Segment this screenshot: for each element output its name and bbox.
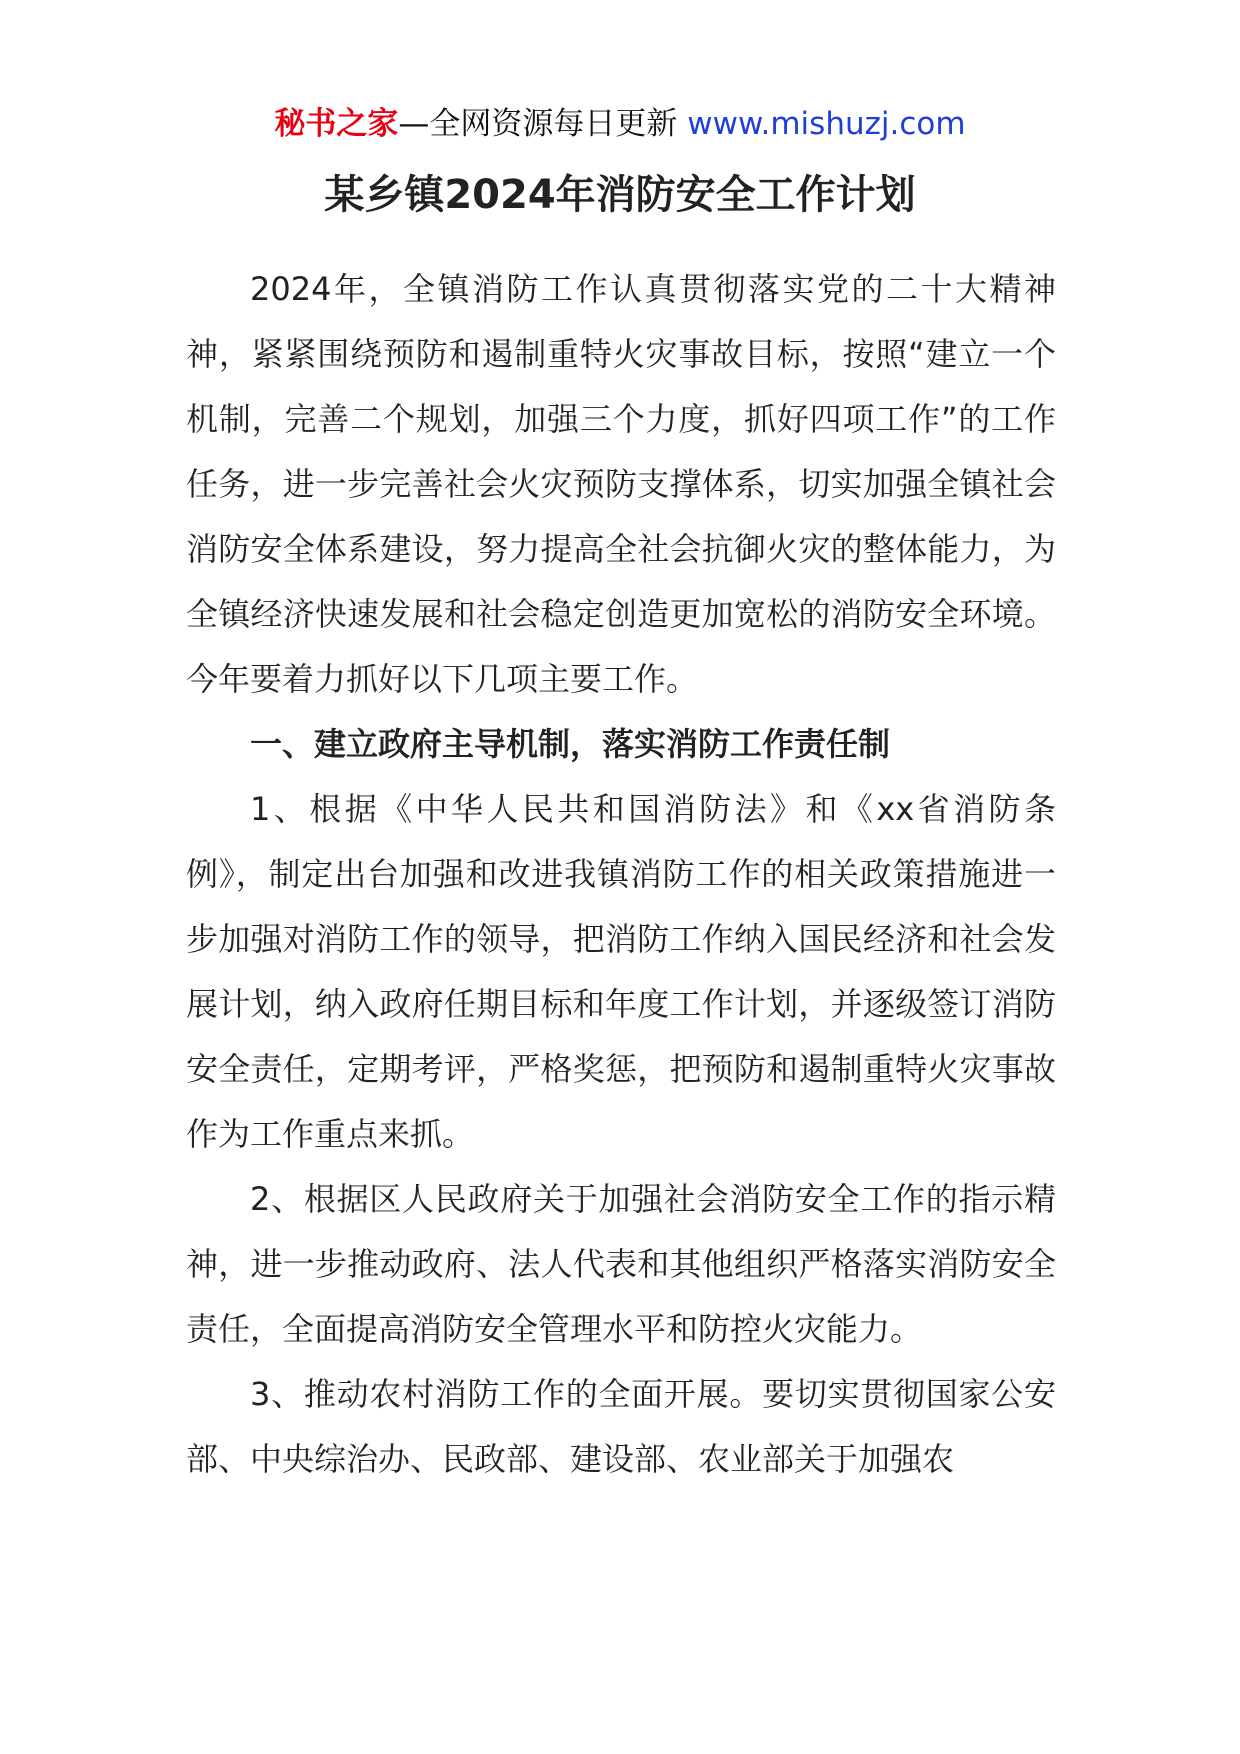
list-item: 1、根据《中华人民共和国消防法》和《xx省消防条例》，制定出台加强和改进我镇消防工作的相关政策措施进一步加强对消防工作的领导，把消防工作纳入国民经济和社会发展计划，纳入政府任期目标和年度工作计划，并逐级签订消防安全责任，定期考评，严格奖惩，把预防和遏制重特火灾事故作为工作重点来抓。 — [186, 790, 1056, 1153]
document-title: 某乡镇2024年消防安全工作计划 — [324, 172, 916, 218]
brand-slogan: —全网资源每日更新 — [398, 106, 678, 142]
intro-paragraph: 2024年，全镇消防工作认真贯彻落实党的二十大精神神，紧紧围绕预防和遏制重特火灾事故目标，按照“建立一个机制，完善二个规划，加强三个力度，抓好四项工作”的工作任务，进一步完善社会火灾预防支撑体系，切实加强全镇社会消防安全体系建设，努力提高全社会抗御火灾的整体能力，为全镇经济快速发展和社会稳定创造更加宽松的消防安全环境。今年要着力抓好以下几项主要工作。 — [186, 270, 1056, 698]
site-url-link[interactable]: www.mishuzj.com — [687, 106, 966, 142]
list-item: 3、推动农村消防工作的全面开展。要切实贯彻国家公安部、中央综治办、民政部、建设部、农业部关于加强农 — [186, 1375, 1056, 1478]
site-banner — [0, 100, 1240, 148]
list-item: 2、根据区人民政府关于加强社会消防安全工作的指示精神，进一步推动政府、法人代表和其他组织严格落实消防安全责任，全面提高消防安全管理水平和防控火灾能力。 — [186, 1180, 1056, 1348]
brand-name: 秘书之家 — [274, 106, 399, 142]
document-body — [186, 257, 1056, 1492]
section-heading-1: 一、建立政府主导机制，落实消防工作责任制 — [250, 725, 891, 763]
